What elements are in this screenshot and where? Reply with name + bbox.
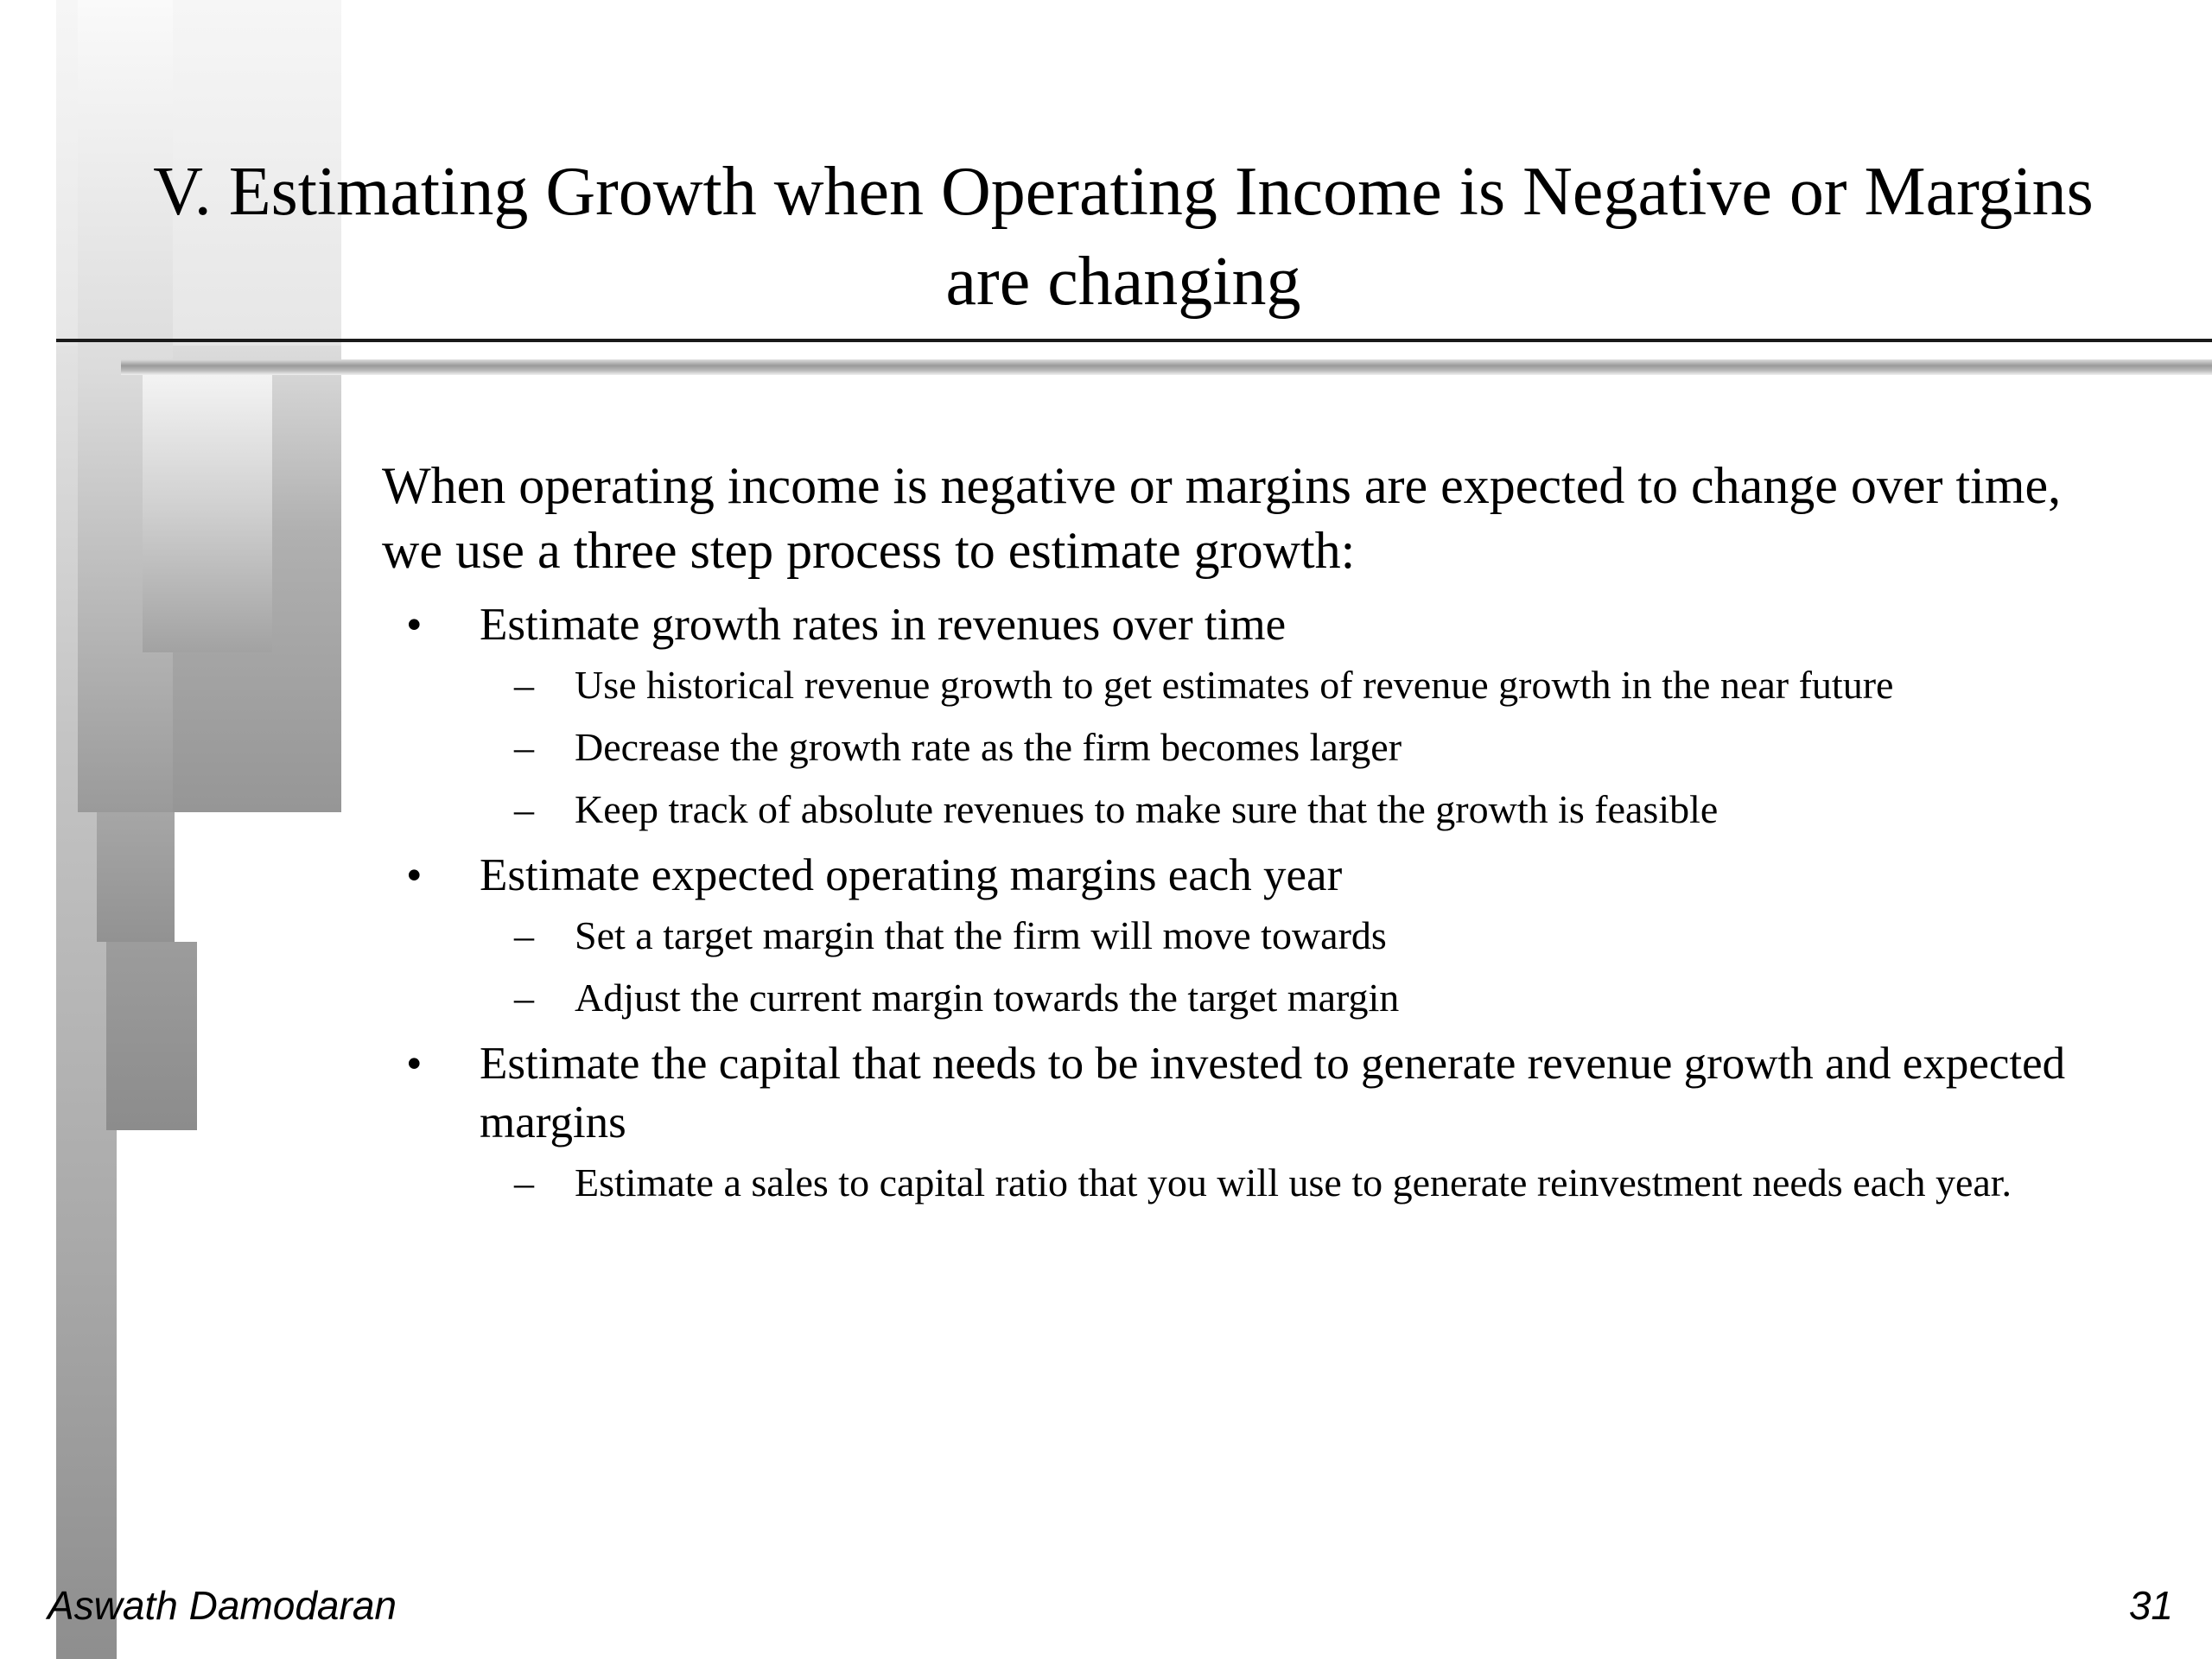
bullet-marker: • xyxy=(406,850,423,900)
sub-bullet-list xyxy=(480,659,2119,836)
bullet-item xyxy=(382,846,2119,1024)
sub-bullet-text: Decrease the growth rate as the firm becomes larger xyxy=(575,725,1402,769)
footer-page-number: 31 xyxy=(2128,1583,2173,1628)
footer-author: Aswath Damodaran xyxy=(48,1583,397,1628)
sub-bullet-text: Use historical revenue growth to get estimates of revenue growth in the near future xyxy=(575,663,1894,707)
bullet-text: Estimate growth rates in revenues over time xyxy=(480,600,1287,650)
sub-bullet-text: Set a target margin that the firm will move towards xyxy=(575,913,1387,957)
sub-bullet-text: Adjust the current margin towards the target margin xyxy=(575,976,1400,1020)
sub-bullet-item xyxy=(480,784,2119,836)
bullet-text: Estimate the capital that needs to be invested to generate revenue growth and expected margins xyxy=(480,1039,2066,1147)
sub-bullet-text: Estimate a sales to capital ratio that you will use to generate reinvestment needs each year. xyxy=(575,1160,2012,1205)
intro-paragraph: When operating income is negative or margins are expected to change over time, we use a three step process to estimate growth: xyxy=(382,457,2062,579)
bullet-text: Estimate expected operating margins each year xyxy=(480,850,1343,900)
dash-marker: – xyxy=(514,787,534,831)
bullet-list xyxy=(382,595,2119,1209)
sub-bullet-item xyxy=(480,659,2119,711)
sub-bullet-list xyxy=(480,1157,2119,1209)
sub-bullet-item xyxy=(480,721,2119,773)
sub-bullet-text: Keep track of absolute revenues to make sure that the growth is feasible xyxy=(575,787,1719,831)
dash-marker: – xyxy=(514,1160,534,1205)
decorative-bar xyxy=(106,942,197,1130)
sub-bullet-item xyxy=(480,1157,2119,1209)
dash-marker: – xyxy=(514,663,534,707)
sub-bullet-item xyxy=(480,910,2119,962)
dash-marker: – xyxy=(514,913,534,957)
decorative-bar xyxy=(97,812,175,942)
decorative-bar xyxy=(143,372,272,652)
bullet-marker: • xyxy=(406,600,423,650)
slide-body xyxy=(382,454,2119,1219)
bullet-item xyxy=(382,595,2119,836)
title-divider xyxy=(56,339,2212,342)
bullet-marker: • xyxy=(406,1039,423,1089)
title-divider-shadow xyxy=(121,359,2212,375)
dash-marker: – xyxy=(514,725,534,769)
bullet-item xyxy=(382,1034,2119,1209)
slide-title: V. Estimating Growth when Operating Income is Negative or Margins are changing xyxy=(153,154,2094,320)
sub-bullet-item xyxy=(480,972,2119,1024)
dash-marker: – xyxy=(514,976,534,1020)
sub-bullet-list xyxy=(480,910,2119,1024)
